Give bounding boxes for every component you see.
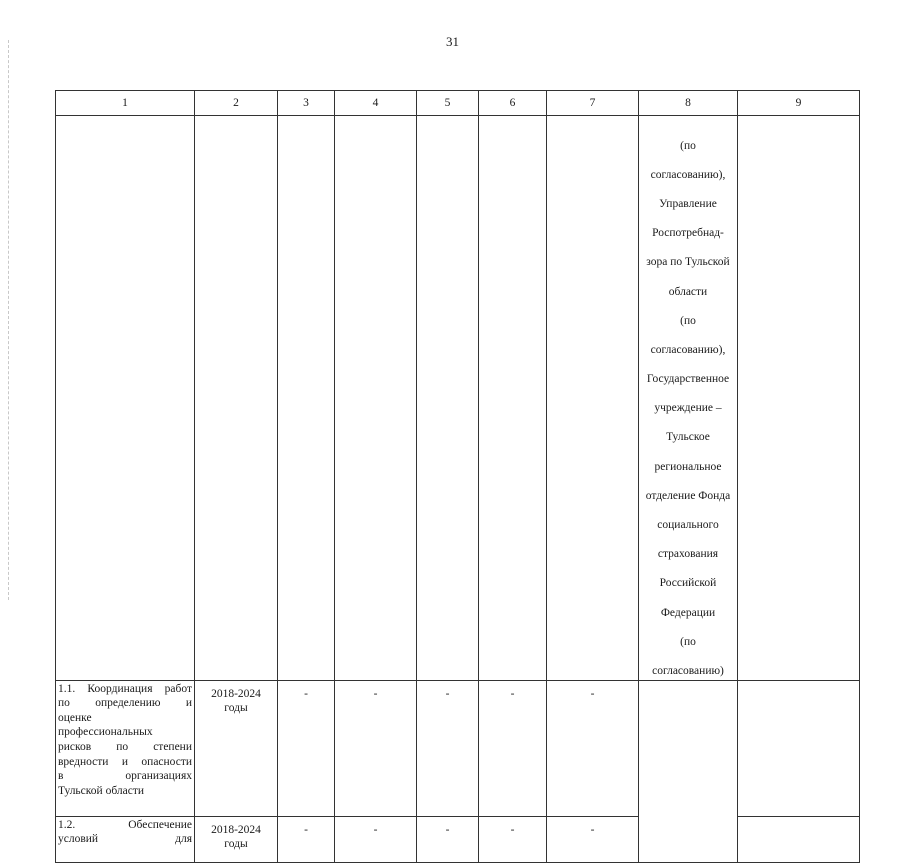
executor-line: Тульское — [666, 431, 710, 444]
executor-line: Российской — [659, 577, 717, 590]
executor-line: зора по Тульской — [646, 256, 730, 269]
value-cell: - — [479, 816, 547, 862]
value-cell: - — [417, 680, 479, 816]
value-cell: - — [278, 680, 335, 816]
header-cell: 2 — [195, 91, 278, 116]
table-cell — [56, 116, 195, 681]
executor-line: (по — [680, 314, 696, 327]
measure-title-line: профессиональных — [58, 726, 153, 739]
measure-title-line: рисков по степени — [58, 740, 192, 753]
executor-line: учреждение – — [654, 402, 722, 415]
executor-line: социального — [657, 519, 719, 532]
executors-merged-cell — [639, 680, 738, 862]
executor-line: согласованию), — [650, 343, 726, 356]
plan-table — [55, 90, 860, 863]
executor-line: Государственное — [646, 373, 730, 386]
executor-line: региональное — [654, 460, 722, 473]
executor-line: (по — [680, 635, 696, 648]
executor-line: отделение Фонда — [645, 489, 731, 502]
measure-title-line: вредности и опасности — [58, 755, 192, 768]
measure-title-line: оценке — [58, 711, 92, 724]
measure-title-line: Тульской области — [58, 784, 145, 797]
value-cell: - — [417, 816, 479, 862]
table-cell — [195, 116, 278, 681]
period-cell: 2018-2024 годы — [195, 680, 278, 816]
table-cell — [417, 116, 479, 681]
table-row — [56, 816, 860, 862]
executor-line: Управление — [659, 197, 717, 210]
executor-line: согласованию) — [652, 664, 724, 677]
executor-line: (по — [680, 139, 696, 152]
measure-title-line: в организациях — [58, 770, 192, 783]
executor-line: области — [668, 285, 708, 298]
executors-cell — [639, 116, 738, 681]
measure-title-line: 1.2. Обеспечение — [58, 818, 192, 831]
period-cell: 2018-2024 годы — [195, 816, 278, 862]
page-number: 31 — [446, 34, 459, 49]
executor-line: Федерации — [660, 606, 716, 619]
measure-title-line: по определению и — [58, 697, 192, 710]
header-cell: 3 — [278, 91, 335, 116]
table-header-row — [56, 91, 860, 116]
value-cell: - — [335, 680, 417, 816]
executor-line: Роспотребнад- — [652, 227, 724, 240]
measure-title-cell — [56, 816, 195, 862]
value-cell: - — [547, 816, 639, 862]
header-cell: 8 — [639, 91, 738, 116]
header-cell: 5 — [417, 91, 479, 116]
executor-line: страхования — [657, 548, 719, 561]
measure-title-cell — [56, 680, 195, 816]
table-cell — [738, 816, 860, 862]
header-cell: 4 — [335, 91, 417, 116]
header-cell: 6 — [479, 91, 547, 116]
header-cell: 7 — [547, 91, 639, 116]
table-cell — [738, 116, 860, 681]
table-cell — [479, 116, 547, 681]
value-cell: - — [547, 680, 639, 816]
table-cell — [335, 116, 417, 681]
measure-title-line: 1.1. Координация работ — [58, 682, 192, 695]
value-cell: - — [335, 816, 417, 862]
table-row-continuation — [56, 116, 860, 681]
value-cell: - — [278, 816, 335, 862]
table-cell — [547, 116, 639, 681]
measure-title-line: условий для — [58, 833, 192, 846]
binding-edge-marks — [8, 40, 10, 600]
table-cell — [738, 680, 860, 816]
table-row — [56, 680, 860, 816]
value-cell: - — [479, 680, 547, 816]
table-cell — [278, 116, 335, 681]
header-cell: 1 — [56, 91, 195, 116]
executor-line: согласованию), — [650, 168, 726, 181]
header-cell: 9 — [738, 91, 860, 116]
